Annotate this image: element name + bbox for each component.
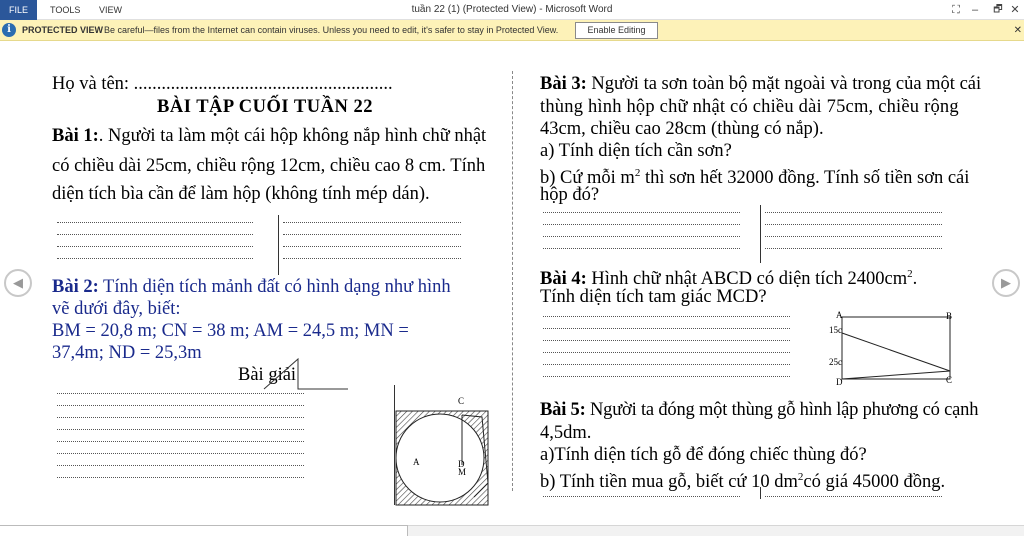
fig4-label-a: A: [836, 310, 843, 320]
title-bar: [0, 0, 1024, 20]
answer-line: [543, 212, 740, 213]
menu-tools[interactable]: TOOLS: [50, 5, 81, 15]
fig4-label-b: B: [946, 311, 953, 321]
answer-line: [57, 465, 304, 466]
answer-line: [57, 246, 253, 247]
answer-line: [543, 352, 790, 353]
bai1-label: Bài 1:: [52, 126, 99, 146]
fig4-label-c: C: [946, 375, 953, 385]
fig2-label-a: A: [413, 457, 420, 467]
answer-line: [57, 429, 304, 430]
answer-line: [283, 258, 461, 259]
bai3-text-5a: b) Cứ mỗi m: [540, 168, 635, 189]
answer-line: [543, 316, 790, 317]
answer-line: [765, 496, 942, 497]
fig4-label-25c: 25c: [829, 357, 842, 367]
bai3-superscript: 2: [634, 167, 641, 179]
fig4-label-d: D: [836, 377, 843, 387]
bai1-line-3: diện tích bìa cần để làm hộp (không tính mép dán).: [52, 184, 430, 204]
answer-line: [283, 246, 461, 247]
answer-line: [57, 441, 304, 442]
bai5-line-4: [540, 466, 945, 493]
close-icon[interactable]: ✕: [1013, 25, 1022, 36]
menu-view[interactable]: VIEW: [99, 5, 123, 15]
bai5-text-4a: b) Tính tiền mua gỗ, biết cứ 10 dm: [540, 472, 798, 493]
answer-line: [57, 477, 304, 478]
document-page: [0, 41, 1024, 536]
bai2-line-2: vẽ dưới đây, biết:: [52, 299, 181, 319]
bai5-text-1: Người ta đóng một thùng gỗ hình lập phương có cạnh: [585, 400, 979, 420]
answer-line: [543, 364, 790, 365]
bai2-text-1: Tính diện tích mảnh đất có hình dạng như hình: [98, 277, 451, 297]
minimize-button[interactable]: –: [971, 4, 979, 16]
bai5-label: Bài 5:: [540, 400, 586, 420]
window-title: tuần 22 (1) (Protected View) - Microsoft Word: [411, 4, 613, 15]
answer-divider: [760, 487, 761, 499]
answer-line: [543, 224, 740, 225]
answer-line: [57, 417, 304, 418]
bai3-line-2: thùng hình hộp chữ nhật có chiều dài 75cm, chiều rộng: [540, 97, 959, 117]
fig2-label-d: D: [458, 459, 465, 469]
answer-divider: [760, 205, 761, 263]
solution-label: Bài giải: [238, 365, 297, 385]
answer-line: [765, 236, 942, 237]
bai2-line-1: [52, 276, 451, 298]
bai1-line-2: có chiều dài 25cm, chiều rộng 12cm, chiều cao 8 cm. Tính: [52, 156, 486, 176]
fig4-label-15c: 15c: [829, 325, 842, 335]
bai4-superscript: 2: [907, 268, 913, 280]
bai2-line-3: BM = 20,8 m; CN = 38 m; AM = 24,5 m; MN =: [52, 321, 409, 341]
answer-line: [543, 328, 790, 329]
bai5-line-1: [540, 399, 978, 421]
answer-line: [283, 222, 461, 223]
bai3-line-3: 43cm, chiều cao 28cm (thùng có nắp).: [540, 119, 824, 139]
fig2-label-m: M: [458, 467, 467, 477]
bai2-figure: [392, 403, 492, 507]
worksheet-heading: BÀI TẬP CUỐI TUẦN 22: [157, 97, 373, 117]
bai3-line-1: [540, 73, 981, 95]
name-line: Họ và tên: ........................................................: [52, 74, 393, 94]
answer-line: [543, 496, 740, 497]
answer-line: [543, 340, 790, 341]
answer-line: [765, 212, 942, 213]
bai2-line-4: 37,4m; ND = 25,3m: [52, 343, 202, 363]
answer-line: [57, 405, 304, 406]
info-icon: i: [2, 23, 16, 37]
bai3-line-4: a) Tính diện tích cần sơn?: [540, 141, 732, 161]
bai4-text-1-end: .: [912, 269, 918, 290]
decorative-triangle: [262, 353, 352, 393]
bai1-text-1: . Người ta làm một cái hộp không nắp hình chữ nhật: [98, 126, 487, 146]
menu-file[interactable]: FILE: [0, 0, 37, 20]
protected-view-message: Be careful—files from the Internet can contain viruses. Unless you need to edit, it's safer to stay in Protected View.: [104, 25, 559, 35]
bai3-label: Bài 3:: [540, 74, 587, 94]
answer-divider: [278, 215, 279, 275]
next-page-button[interactable]: ▶: [992, 269, 1020, 297]
bai5-line-3: a)Tính diện tích gỗ để đóng chiếc thùng đó?: [540, 445, 867, 465]
bai4-text-1: Hình chữ nhật ABCD có diện tích 2400cm: [586, 269, 908, 290]
bai3-line-6: hộp đó?: [540, 185, 600, 205]
column-divider: [512, 71, 513, 491]
bai3-text-5b: thì sơn hết 32000 đồng. Tính số tiền sơn cái: [640, 168, 970, 189]
status-strip: [0, 525, 1024, 536]
protected-view-bar: [0, 20, 1024, 41]
bai2-label: Bài 2:: [52, 277, 99, 297]
answer-line: [543, 376, 790, 377]
page-edge: [0, 525, 408, 536]
close-button[interactable]: ✕: [1010, 4, 1020, 16]
answer-line: [543, 236, 740, 237]
answer-line: [57, 258, 253, 259]
fullscreen-icon[interactable]: ⛶: [952, 4, 960, 16]
answer-line: [57, 453, 304, 454]
bai5-text-4b: có giá 45000 đồng.: [803, 472, 946, 493]
fig2-label-c: C: [458, 396, 465, 406]
bai3-text-1: Người ta sơn toàn bộ mặt ngoài và trong của một cái: [586, 74, 982, 94]
answer-line: [57, 234, 253, 235]
previous-page-button[interactable]: ◀: [4, 269, 32, 297]
answer-line: [57, 222, 253, 223]
answer-line: [543, 248, 740, 249]
bai4-line-2: Tính diện tích tam giác MCD?: [540, 287, 767, 307]
answer-line: [283, 234, 461, 235]
restore-button[interactable]: 🗗: [993, 4, 1003, 15]
bai4-label: Bài 4:: [540, 269, 587, 290]
bai1-line-1: [52, 125, 486, 147]
bai3-line-5: [540, 162, 969, 189]
answer-line: [765, 224, 942, 225]
bai5-superscript: 2: [797, 471, 804, 483]
bai5-line-2: 4,5dm.: [540, 423, 592, 443]
protected-view-label: PROTECTED VIEW: [22, 25, 104, 35]
enable-editing-button[interactable]: Enable Editing: [575, 22, 658, 39]
answer-line: [765, 248, 942, 249]
answer-line: [57, 393, 304, 394]
